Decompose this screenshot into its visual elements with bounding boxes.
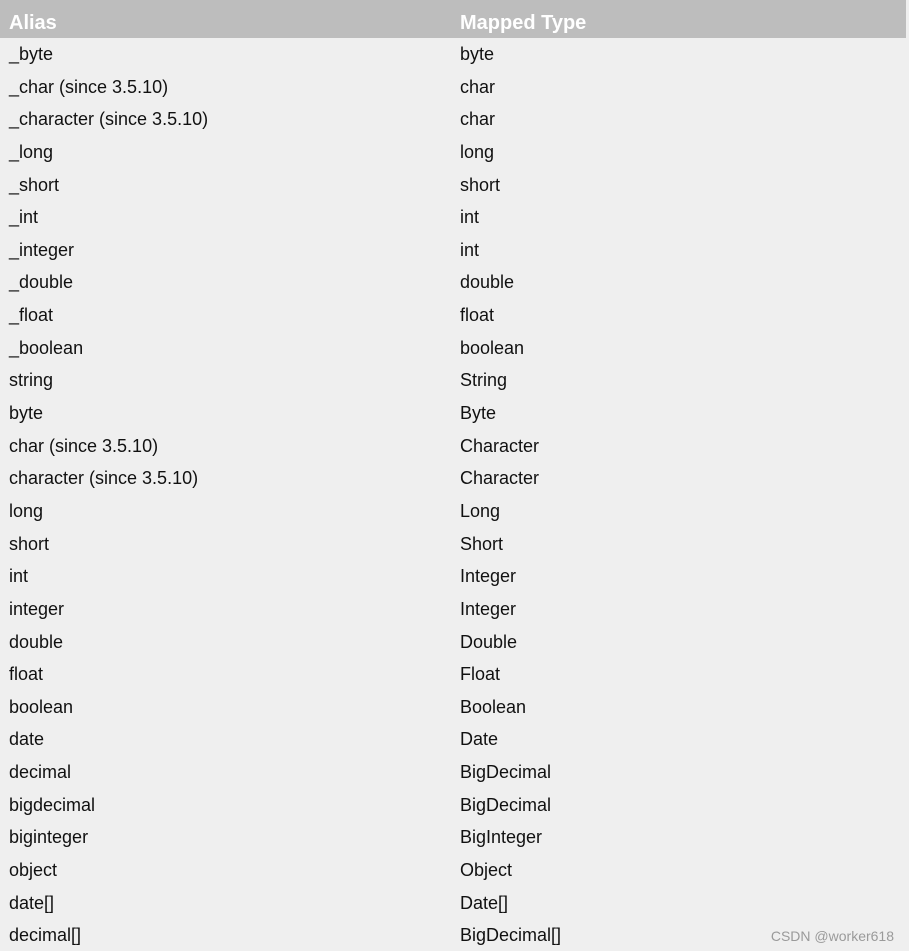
alias-cell: _float — [9, 305, 54, 326]
table-row — [0, 299, 906, 332]
table-row — [0, 789, 906, 822]
table-row — [0, 626, 906, 659]
alias-cell: biginteger — [9, 827, 89, 848]
table-row — [0, 169, 906, 202]
table-row — [0, 560, 906, 593]
alias-cell: float — [9, 664, 44, 685]
mapped-type-cell: Date[] — [460, 892, 509, 913]
table-row — [0, 201, 906, 234]
alias-cell: string — [9, 370, 54, 391]
alias-cell: byte — [9, 403, 44, 424]
mapped-type-cell: Boolean — [460, 696, 527, 717]
alias-cell: char (since 3.5.10) — [9, 435, 159, 456]
mapped-type-cell: Date — [460, 729, 499, 750]
mapped-type-cell: char — [460, 109, 496, 130]
table-row — [0, 528, 906, 561]
alias-cell: _character (since 3.5.10) — [9, 109, 209, 130]
mapped-type-cell: long — [460, 141, 495, 162]
mapped-type-cell: Integer — [460, 598, 517, 619]
table-row — [0, 266, 906, 299]
table-row — [0, 430, 906, 463]
mapped-type-cell: int — [460, 207, 480, 228]
mapped-type-cell: float — [460, 305, 495, 326]
mapped-type-cell: BigDecimal — [460, 794, 552, 815]
alias-cell: long — [9, 500, 44, 521]
mapped-type-cell: Byte — [460, 403, 497, 424]
table-row — [0, 821, 906, 854]
table-row — [0, 723, 906, 756]
table-row — [0, 397, 906, 430]
alias-cell: _byte — [9, 44, 54, 64]
alias-cell: short — [9, 533, 50, 554]
mapped-type-cell: Integer — [460, 566, 517, 587]
header-mapped-type: Mapped Type — [460, 12, 587, 34]
mapped-type-cell: BigDecimal[] — [460, 925, 562, 946]
alias-cell: date — [9, 729, 45, 750]
alias-cell: double — [9, 631, 64, 652]
alias-cell: date[] — [9, 892, 55, 913]
table-row — [0, 854, 906, 887]
mapped-type-cell: Float — [460, 664, 501, 685]
mapped-type-cell: int — [460, 239, 480, 260]
alias-cell: _long — [9, 141, 54, 162]
table-row — [0, 887, 906, 920]
alias-cell: bigdecimal — [9, 794, 96, 815]
header-alias: Alias — [9, 12, 57, 34]
alias-cell: object — [9, 860, 58, 881]
alias-cell: _integer — [9, 239, 75, 260]
alias-cell: character (since 3.5.10) — [9, 468, 199, 489]
mapped-type-cell: String — [460, 370, 508, 391]
mapped-type-cell: boolean — [460, 337, 525, 358]
table-row — [0, 103, 906, 136]
alias-cell: boolean — [9, 696, 74, 717]
table-row — [0, 136, 906, 169]
table-header — [0, 0, 906, 38]
table-row — [0, 593, 906, 626]
table-row — [0, 38, 906, 71]
mapped-type-cell: Short — [460, 533, 504, 554]
alias-cell: _char (since 3.5.10) — [9, 76, 169, 97]
alias-cell: decimal — [9, 762, 72, 783]
alias-cell: decimal[] — [9, 925, 82, 946]
alias-cell: integer — [9, 598, 65, 619]
alias-cell: int — [9, 566, 29, 587]
alias-cell: _double — [9, 272, 74, 293]
table-row — [0, 462, 906, 495]
mapped-type-cell: Character — [460, 435, 540, 456]
mapped-type-cell: Long — [460, 500, 501, 521]
table-row — [0, 71, 906, 104]
mapped-type-cell: BigInteger — [460, 827, 543, 848]
mapped-type-cell: short — [460, 174, 501, 195]
mapped-type-cell: char — [460, 76, 496, 97]
table-row — [0, 658, 906, 691]
watermark: CSDN @worker618 — [770, 928, 894, 944]
mapped-type-cell: Double — [460, 631, 518, 652]
mapped-type-cell: double — [460, 272, 515, 293]
mapped-type-cell: byte — [460, 44, 495, 64]
table-row — [0, 756, 906, 789]
table-row — [0, 234, 906, 267]
table-row — [0, 364, 906, 397]
table-body — [0, 38, 906, 951]
alias-cell: _boolean — [9, 337, 84, 358]
table-row — [0, 691, 906, 724]
mapped-type-cell: BigDecimal — [460, 762, 552, 783]
table-row — [0, 332, 906, 365]
mapped-type-cell: Object — [460, 860, 513, 881]
alias-cell: _int — [9, 207, 39, 228]
alias-cell: _short — [9, 174, 60, 195]
table-row — [0, 495, 906, 528]
mapped-type-cell: Character — [460, 468, 540, 489]
